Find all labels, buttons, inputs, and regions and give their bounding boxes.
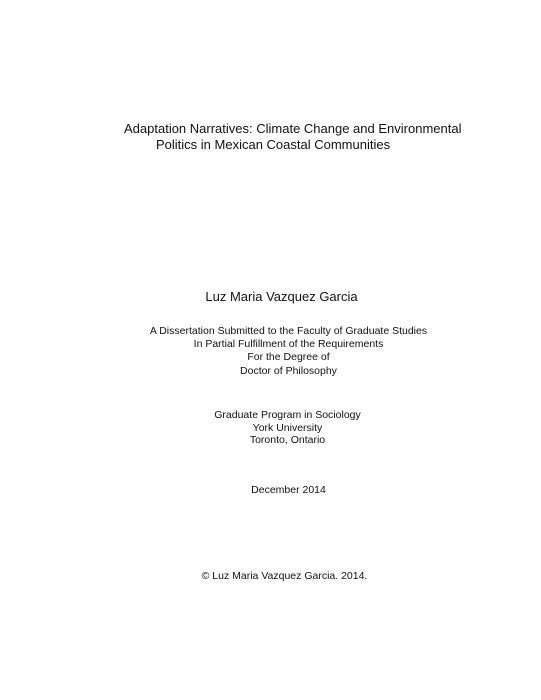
title-line-2: Politics in Mexican Coastal Communities — [156, 137, 391, 152]
copyright-notice: © Luz Maria Vazquez Garcia. 2014. — [201, 570, 368, 582]
program-line-2: York University — [252, 421, 323, 434]
dissertation-line-2: In Partial Fulfillment of the Requirements — [193, 338, 384, 351]
dissertation-statement — [0, 325, 541, 378]
submission-date: December 2014 — [251, 484, 326, 496]
author-name: Luz Maria Vazquez Garcia — [205, 289, 358, 304]
program-info — [0, 409, 541, 447]
dissertation-line-4: Doctor of Philosophy — [240, 364, 337, 377]
title-line-1: Adaptation Narratives: Climate Change and Environmental — [124, 121, 462, 136]
program-line-1: Graduate Program in Sociology — [214, 409, 361, 421]
dissertation-line-3: For the Degree of — [247, 351, 330, 364]
dissertation-line-1: A Dissertation Submitted to the Faculty of Graduate Studies — [149, 325, 428, 337]
dissertation-title — [110, 121, 470, 153]
program-line-3: Toronto, Ontario — [249, 434, 326, 447]
